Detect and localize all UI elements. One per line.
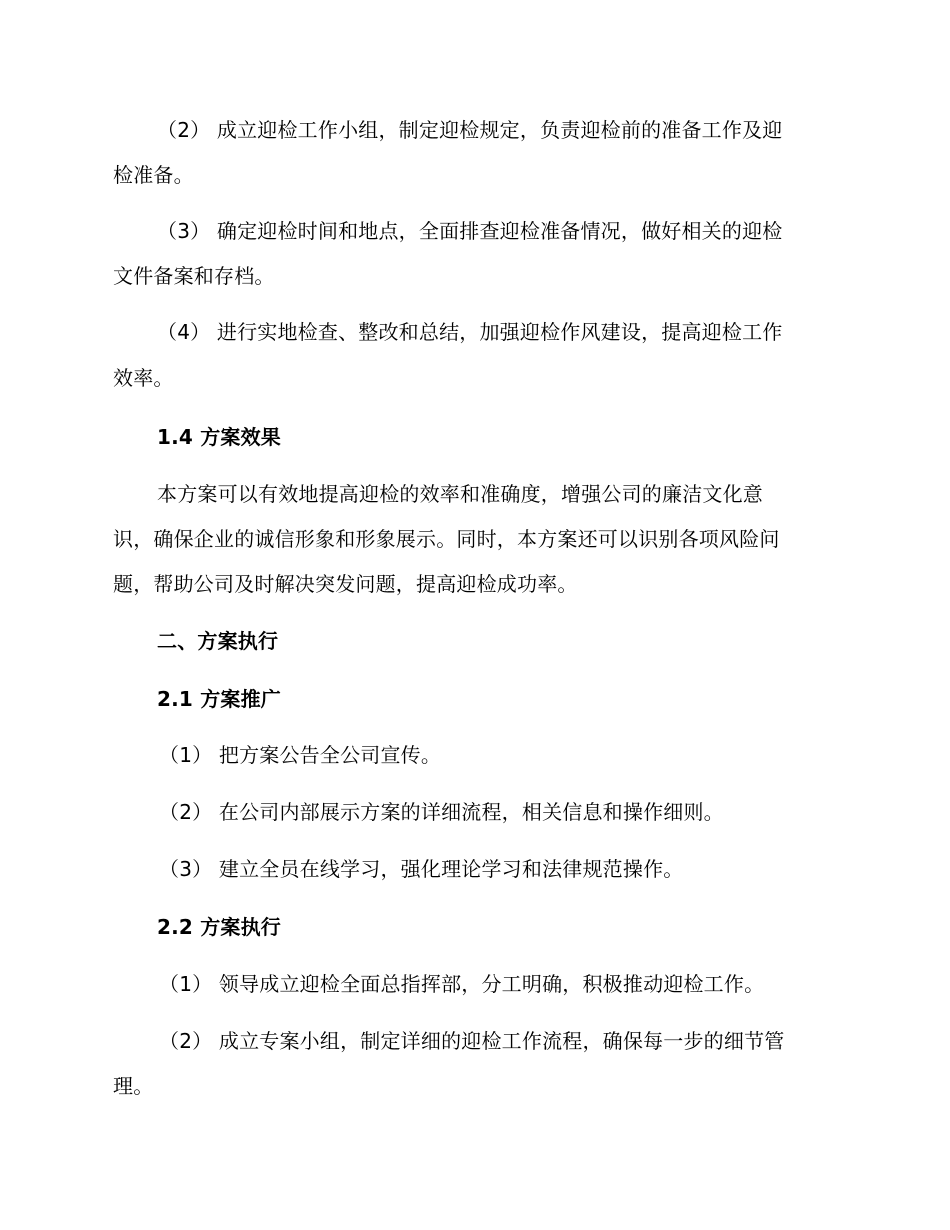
paragraph-item-3-line-2: 文件备案和存档。 (113, 264, 275, 288)
effect-paragraph-line-2: 识，确保企业的诚信形象和形象展示。同时，本方案还可以识别各项风险问 (113, 527, 780, 551)
section-heading-2-1: 2.1 方案推广 (157, 687, 281, 711)
promotion-item-1: （1） 把方案公告全公司宣传。 (159, 743, 442, 767)
paragraph-item-2-line-1: （2） 成立迎检工作小组，制定迎检规定，负责迎检前的准备工作及迎 (157, 118, 783, 142)
paragraph-item-2-line-2: 检准备。 (113, 163, 194, 187)
paragraph-item-4-line-2: 效率。 (113, 366, 174, 390)
promotion-item-3: （3） 建立全员在线学习，强化理论学习和法律规范操作。 (159, 857, 684, 881)
execution-item-1: （1） 领导成立迎检全面总指挥部，分工明确，积极推动迎检工作。 (159, 972, 765, 996)
section-heading-1-4: 1.4 方案效果 (157, 425, 281, 449)
promotion-item-2: （2） 在公司内部展示方案的详细流程，相关信息和操作细则。 (159, 800, 724, 824)
paragraph-item-3-line-1: （3） 确定迎检时间和地点，全面排查迎检准备情况，做好相关的迎检 (157, 219, 783, 243)
execution-item-2-line-1: （2） 成立专案小组，制定详细的迎检工作流程，确保每一步的细节管 (159, 1029, 785, 1053)
effect-paragraph-line-1: 本方案可以有效地提高迎检的效率和准确度，增强公司的廉洁文化意 (157, 482, 763, 506)
paragraph-item-4-line-1: （4） 进行实地检查、整改和总结，加强迎检作风建设，提高迎检工作 (157, 320, 783, 344)
section-heading-2: 二、方案执行 (157, 629, 279, 653)
effect-paragraph-line-3: 题，帮助公司及时解决突发问题，提高迎检成功率。 (113, 572, 578, 596)
section-heading-2-2: 2.2 方案执行 (157, 915, 281, 939)
execution-item-2-line-2: 理。 (113, 1074, 154, 1098)
